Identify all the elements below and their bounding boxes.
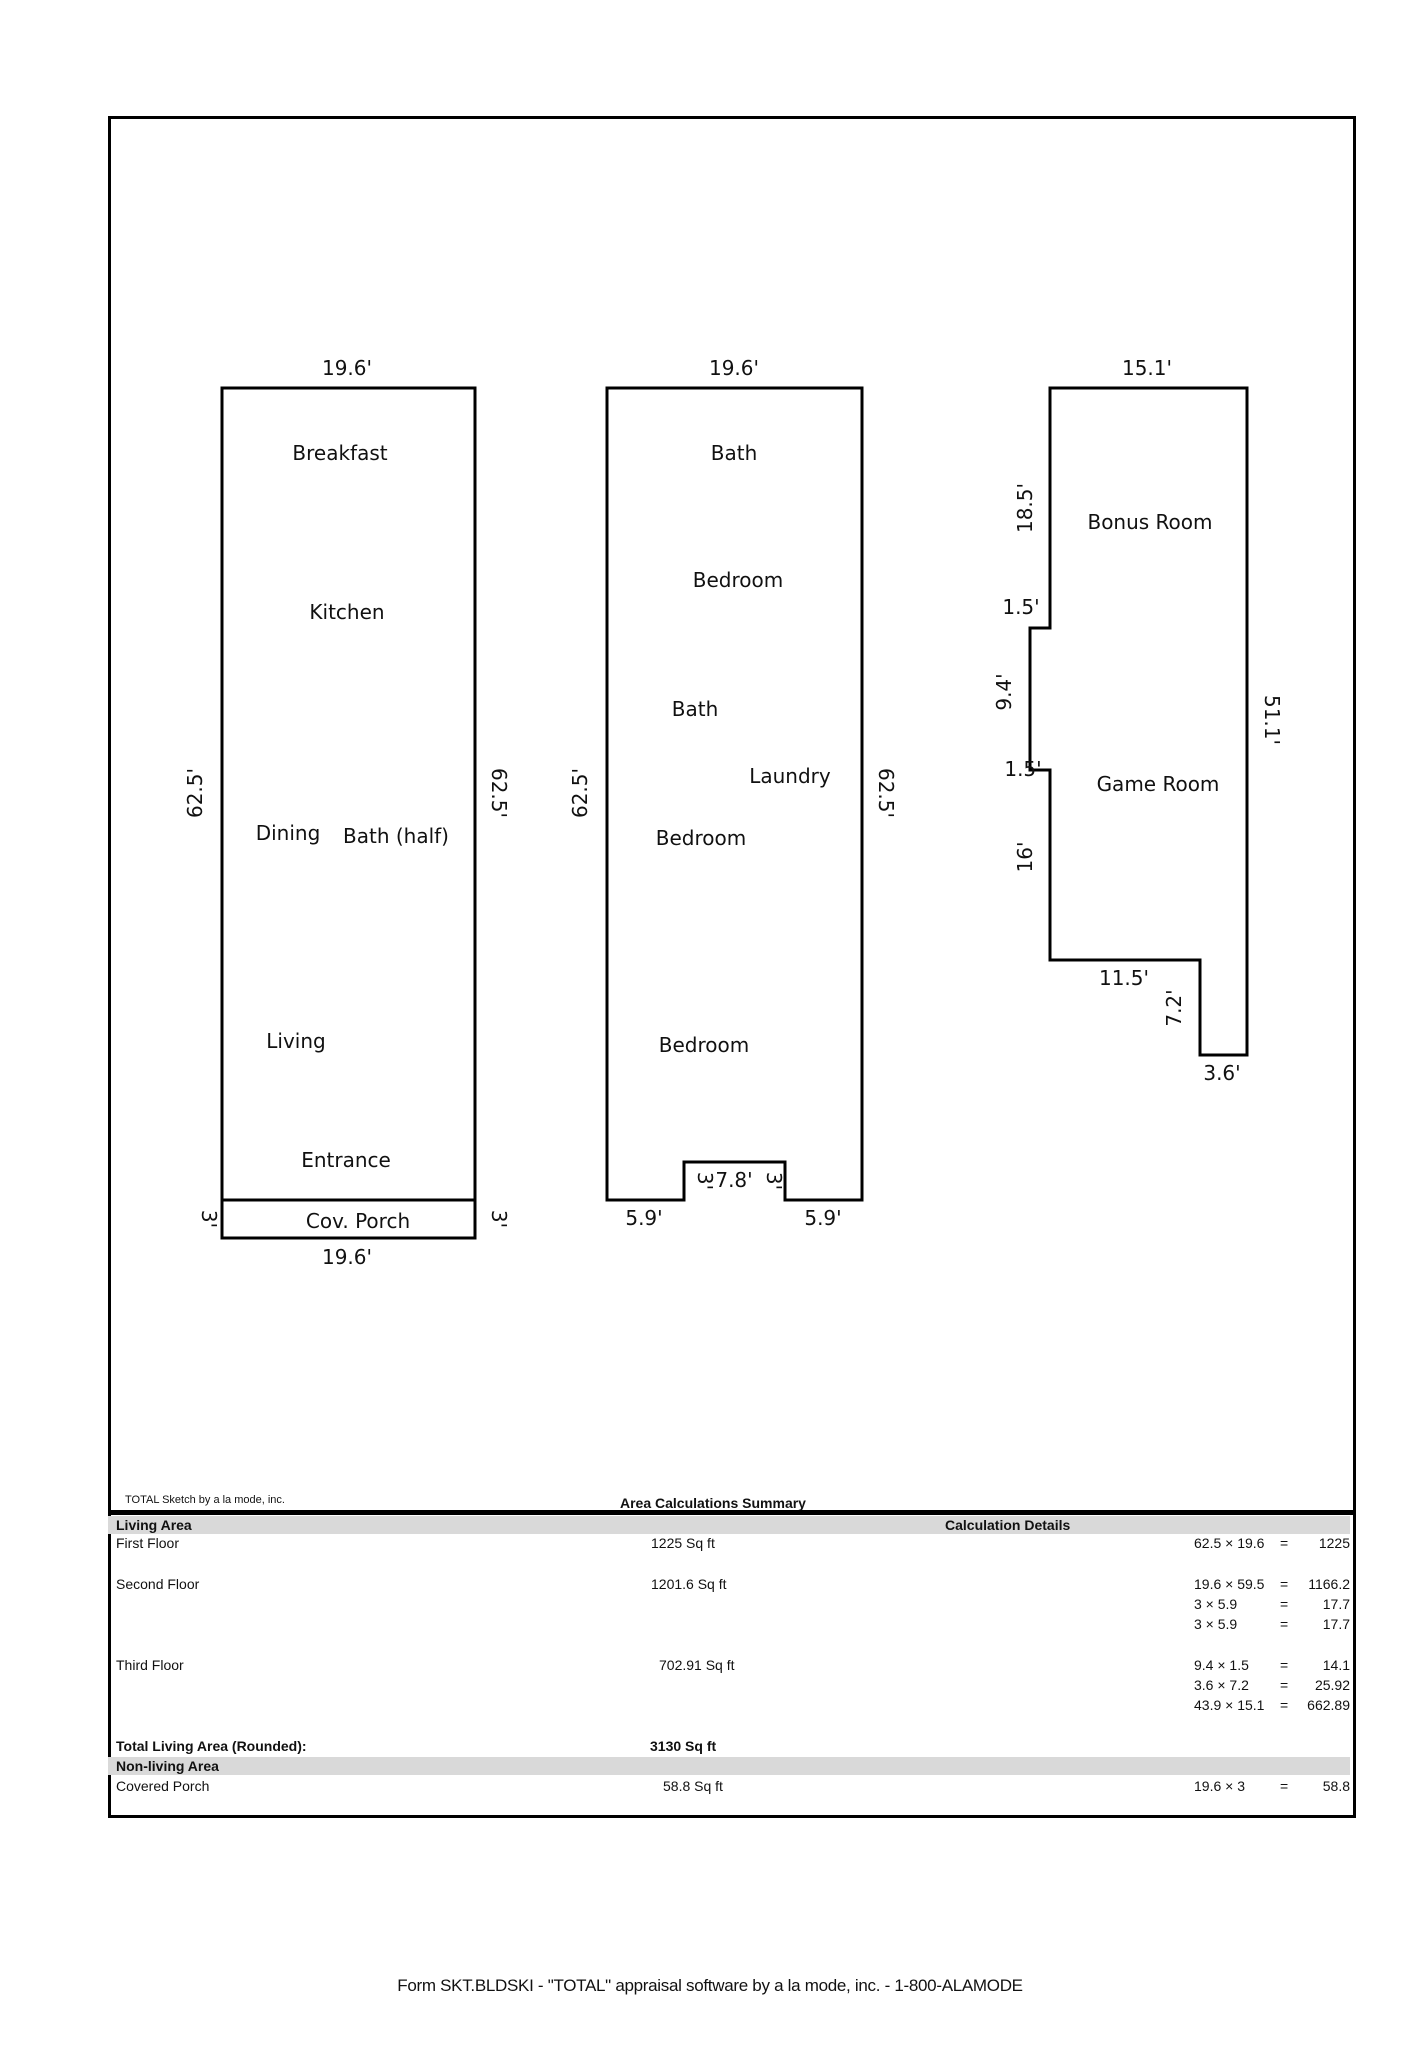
non-living-area-header: Non-living Area	[116, 1758, 219, 1774]
third-floor-bottom-step-dim: 11.5'	[1098, 966, 1150, 990]
second-floor-calc-val-2: 17.7	[1322, 1596, 1350, 1612]
third-floor-calc-expr-1: 9.4 × 1.5	[1194, 1657, 1249, 1673]
second-floor-calc-expr-2: 3 × 5.9	[1194, 1596, 1238, 1612]
covered-porch-label: Covered Porch	[116, 1778, 210, 1794]
room-bedroom-3: Bedroom	[658, 1033, 750, 1057]
room-bedroom-2: Bedroom	[655, 826, 747, 850]
second-floor-top-dim: 19.6'	[708, 356, 760, 380]
room-bonus: Bonus Room	[1087, 510, 1213, 534]
room-laundry: Laundry	[749, 764, 831, 788]
second-floor-calc-expr-1: 19.6 × 59.5	[1194, 1576, 1265, 1592]
form-footer: Form SKT.BLDSKI - "TOTAL" appraisal software by a la mode, inc. - 1-800-ALAMODE	[397, 1976, 1023, 1995]
living-area-header: Living Area	[116, 1517, 192, 1533]
third-floor-calc-eq-2: =	[1280, 1677, 1289, 1693]
second-floor-outline	[607, 388, 862, 1200]
first-floor-calc-val: 1225	[1318, 1535, 1350, 1551]
second-floor-notch-width-dim: 7.8'	[715, 1168, 753, 1192]
non-living-header-band	[108, 1757, 1350, 1775]
second-floor-calc-val-1: 1166.2	[1308, 1576, 1350, 1592]
third-floor-calc-eq-3: =	[1280, 1697, 1289, 1713]
room-bedroom-1: Bedroom	[692, 568, 784, 592]
sketch-credit: TOTAL Sketch by a la mode, inc.	[125, 1494, 285, 1506]
porch-left-dim: 3'	[197, 1209, 221, 1229]
second-floor-plan	[568, 356, 898, 1230]
second-floor-area: 1201.6 Sq ft	[651, 1576, 727, 1592]
first-floor-plan	[183, 356, 511, 1269]
first-floor-area: 1225 Sq ft	[651, 1535, 715, 1551]
second-floor-left-dim: 62.5'	[568, 767, 592, 819]
second-floor-label: Second Floor	[116, 1576, 200, 1592]
covered-porch-calc-eq: =	[1280, 1778, 1289, 1794]
total-living-area-value: 3130 Sq ft	[650, 1738, 717, 1754]
first-floor-outline	[222, 388, 475, 1200]
third-floor-right-dim: 51.1'	[1260, 694, 1284, 746]
room-breakfast: Breakfast	[292, 441, 388, 465]
first-floor-label: First Floor	[116, 1535, 179, 1551]
covered-porch-area: 58.8 Sq ft	[663, 1778, 723, 1794]
first-floor-right-dim: 62.5'	[487, 767, 511, 819]
third-floor-left-bottom-dim: 16'	[1013, 841, 1037, 873]
second-floor-notch-right-dim: 3'	[762, 1171, 786, 1191]
living-area-header-band	[108, 1516, 1350, 1534]
room-bath-upper: Bath	[710, 441, 758, 465]
second-floor-calc-eq-1: =	[1280, 1576, 1289, 1592]
third-floor-calc-expr-3: 43.9 × 15.1	[1194, 1697, 1265, 1713]
room-bath-half: Bath (half)	[343, 824, 449, 848]
first-floor-bottom-dim: 19.6'	[321, 1245, 373, 1269]
porch-right-dim: 3'	[487, 1209, 511, 1229]
third-floor-outline	[1030, 388, 1247, 1055]
third-floor-jog-bottom-dim: 1.5'	[1004, 757, 1042, 781]
third-floor-area: 702.91 Sq ft	[659, 1657, 735, 1673]
room-kitchen: Kitchen	[309, 600, 385, 624]
third-floor-calc-val-1: 14.1	[1322, 1657, 1350, 1673]
third-floor-top-dim: 15.1'	[1121, 356, 1173, 380]
third-floor-calc-val-3: 662.89	[1307, 1697, 1350, 1713]
calculation-details-header: Calculation Details	[945, 1517, 1071, 1533]
first-floor-calc-eq: =	[1280, 1535, 1289, 1551]
first-floor-top-dim: 19.6'	[321, 356, 373, 380]
second-floor-notch-left-dim: 3'	[693, 1171, 717, 1191]
third-floor-step-down-dim: 7.2'	[1162, 989, 1186, 1027]
third-floor-jog-top-dim: 1.5'	[1002, 595, 1040, 619]
second-floor-bottom-left-dim: 5.9'	[625, 1206, 663, 1230]
third-floor-calc-eq-1: =	[1280, 1657, 1289, 1673]
second-floor-calc-val-3: 17.7	[1322, 1616, 1350, 1632]
third-floor-bottom-dim: 3.6'	[1203, 1061, 1241, 1085]
third-floor-plan	[992, 356, 1284, 1085]
room-game: Game Room	[1096, 772, 1220, 796]
covered-porch-calc-val: 58.8	[1322, 1778, 1350, 1794]
second-floor-right-dim: 62.5'	[874, 767, 898, 819]
third-floor-calc-expr-2: 3.6 × 7.2	[1194, 1677, 1249, 1693]
room-covered-porch: Cov. Porch	[305, 1209, 411, 1233]
covered-porch-calc-expr: 19.6 × 3	[1194, 1778, 1245, 1794]
area-calculations-summary	[108, 1510, 1356, 1818]
third-floor-left-top-dim: 18.5'	[1013, 482, 1037, 534]
summary-title: Area Calculations Summary	[620, 1495, 806, 1511]
room-dining: Dining	[255, 821, 321, 845]
first-floor-left-dim: 62.5'	[183, 767, 207, 819]
third-floor-bump-dim: 9.4'	[992, 673, 1016, 711]
second-floor-calc-eq-2: =	[1280, 1596, 1289, 1612]
second-floor-calc-eq-3: =	[1280, 1616, 1289, 1632]
second-floor-bottom-right-dim: 5.9'	[804, 1206, 842, 1230]
room-bath-middle: Bath	[671, 697, 719, 721]
second-floor-calc-expr-3: 3 × 5.9	[1194, 1616, 1238, 1632]
third-floor-calc-val-2: 25.92	[1314, 1677, 1350, 1693]
first-floor-calc-expr: 62.5 × 19.6	[1194, 1535, 1265, 1551]
room-entrance: Entrance	[301, 1148, 391, 1172]
total-living-area-label: Total Living Area (Rounded):	[116, 1738, 307, 1754]
third-floor-label: Third Floor	[116, 1657, 184, 1673]
room-living: Living	[266, 1029, 326, 1053]
